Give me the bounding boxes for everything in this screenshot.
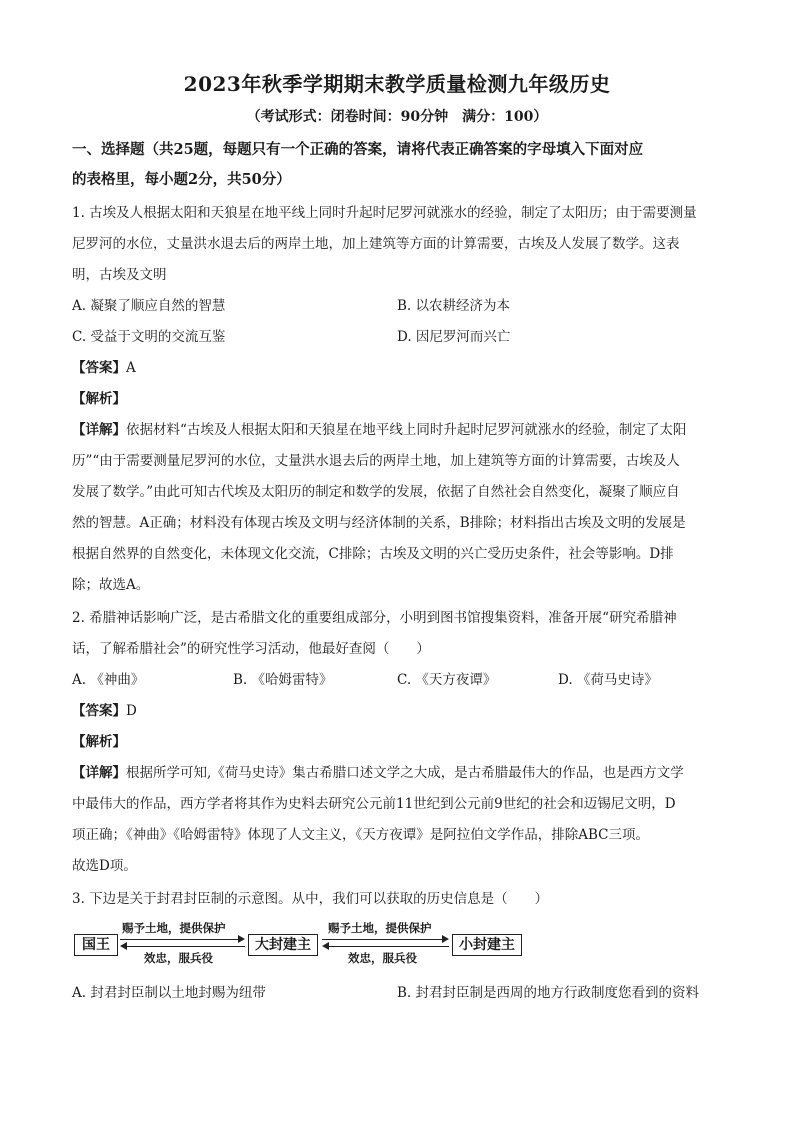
q1-stem-line3: 明，古埃及文明 xyxy=(72,267,167,283)
q1-option-c: C. 受益于文明的交流互鉴 xyxy=(72,329,226,345)
q2-detail-line4: 故选D项。 xyxy=(72,858,137,874)
arrow-head-right-icon xyxy=(442,935,449,943)
diagram-box-great-lord: 大封建主 xyxy=(248,934,318,956)
q1-detail-line6: 除；故选A。 xyxy=(72,577,150,593)
q1-option-b: B. 以农耕经济为本 xyxy=(397,298,511,314)
q2-option-c: C. 《天方夜谭》 xyxy=(397,672,497,688)
q2-option-a: A. 《神曲》 xyxy=(72,672,145,688)
analysis-tag: 【解析】 xyxy=(72,734,126,750)
q1-detail-line5: 根据自然界的自然变化，未体现文化交流，C排除；古埃及文明的兴亡受历史条件，社会等影响。D排 xyxy=(72,546,674,562)
diagram-label-loyalty-1: 效忠，服兵役 xyxy=(144,951,213,965)
feudal-diagram xyxy=(72,922,542,972)
arrow-head-left-icon xyxy=(120,942,127,950)
q1-detail-line4: 然的智慧。A正确；材料没有体现古埃及文明与经济体制的关系，B排除；材料指出古埃及文明的发展是 xyxy=(72,515,686,531)
answer-value: D xyxy=(126,703,137,719)
q3-option-a: A. 封君封臣制以土地封赐为纽带 xyxy=(72,985,266,1001)
q2-answer xyxy=(72,701,722,721)
q2-analysis-tag xyxy=(72,732,722,752)
q1-answer xyxy=(72,358,722,378)
page-title: 2023年秋季学期期末教学质量检测九年级历史 xyxy=(183,72,611,96)
q2-stem-line1: 2. 希腊神话影响广泛，是古希腊文化的重要组成部分，小明到图书馆搜集资料，准备开展“研究希腊神 xyxy=(72,610,677,626)
q2-option-b: B. 《哈姆雷特》 xyxy=(233,672,333,688)
q2-option-d: D. 《荷马史诗》 xyxy=(558,672,658,688)
diagram-label-grant-1: 赐予土地，提供保护 xyxy=(122,921,226,935)
analysis-tag: 【解析】 xyxy=(72,391,126,407)
diagram-arrow-left-2 xyxy=(329,946,449,947)
q2-detail-line2: 中最伟大的作品，西方学者将其作为史料去研究公元前11世纪到公元前9世纪的社会和迈锡尼文明，D xyxy=(72,796,676,812)
diagram-label-loyalty-2: 效忠，服兵役 xyxy=(348,951,417,965)
q2-stem-line2: 话，了解希腊社会”的研究性学习活动，他最好查阅（ ） xyxy=(72,641,430,657)
section-heading-line2: 的表格里，每小题2分，共50分） xyxy=(72,171,291,188)
section-heading-line1: 一、选择题（共25题，每题只有一个正确的答案，请将代表正确答案的字母填入下面对应 xyxy=(72,141,644,158)
diagram-arrow-right-2 xyxy=(322,939,442,940)
detail-tag: 【详解】 xyxy=(72,765,126,781)
q3-stem-line1: 3. 下边是关于封君封臣制的示意图。从中，我们可以获取的历史信息是（ ） xyxy=(72,891,549,907)
detail-text: 根据所学可知,《荷马史诗》集古希腊口述文学之大成，是古希腊最伟大的作品，也是西方文学 xyxy=(126,765,684,781)
q1-stem-line1: 1. 古埃及人根据太阳和天狼星在地平线上同时升起时尼罗河就涨水的经验，制定了太阳历；由于需要测量 xyxy=(72,205,697,221)
diagram-box-lesser-lord: 小封建主 xyxy=(452,934,522,956)
diagram-arrow-right-1 xyxy=(120,939,238,940)
q1-detail-line1 xyxy=(72,420,722,440)
q1-detail-line2: 历”“由于需要测量尼罗河的水位，丈量洪水退去后的两岸土地，加上建筑等方面的计算需要，古埃及人 xyxy=(72,453,680,469)
q1-detail-line3: 发展了数学。”由此可知古代埃及太阳历的制定和数学的发展，依据了自然社会自然变化，凝聚了顺应自 xyxy=(72,484,680,500)
q2-detail-line1 xyxy=(72,763,722,783)
detail-tag: 【详解】 xyxy=(72,422,126,438)
diagram-box-king: 国王 xyxy=(74,934,118,956)
answer-tag: 【答案】 xyxy=(72,703,126,719)
q1-stem-line2: 尼罗河的水位，丈量洪水退去后的两岸土地，加上建筑等方面的计算需要，古埃及人发展了数学。这表 xyxy=(72,236,680,252)
arrow-head-left-icon xyxy=(322,942,329,950)
answer-value: A xyxy=(126,360,136,376)
q1-option-a: A. 凝聚了顺应自然的智慧 xyxy=(72,298,226,314)
q1-analysis-tag xyxy=(72,389,722,409)
diagram-arrow-left-1 xyxy=(127,946,245,947)
answer-tag: 【答案】 xyxy=(72,360,126,376)
q1-option-d: D. 因尼罗河而兴亡 xyxy=(397,329,511,345)
diagram-label-grant-2: 赐予土地，提供保护 xyxy=(328,921,432,935)
q3-option-b: B. 封君封臣制是西周的地方行政制度您看到的资料 xyxy=(397,985,700,1001)
arrow-head-right-icon xyxy=(238,935,245,943)
exam-info: （考试形式：闭卷时间：90分钟 满分：100） xyxy=(246,109,548,125)
q2-detail-line3: 项正确；《神曲》《哈姆雷特》体现了人文主义，《天方夜谭》是阿拉伯文学作品，排除ABC三项。 xyxy=(72,827,649,843)
detail-text: 依据材料“古埃及人根据太阳和天狼星在地平线上同时升起时尼罗河就涨水的经验，制定了太阳 xyxy=(126,422,687,438)
